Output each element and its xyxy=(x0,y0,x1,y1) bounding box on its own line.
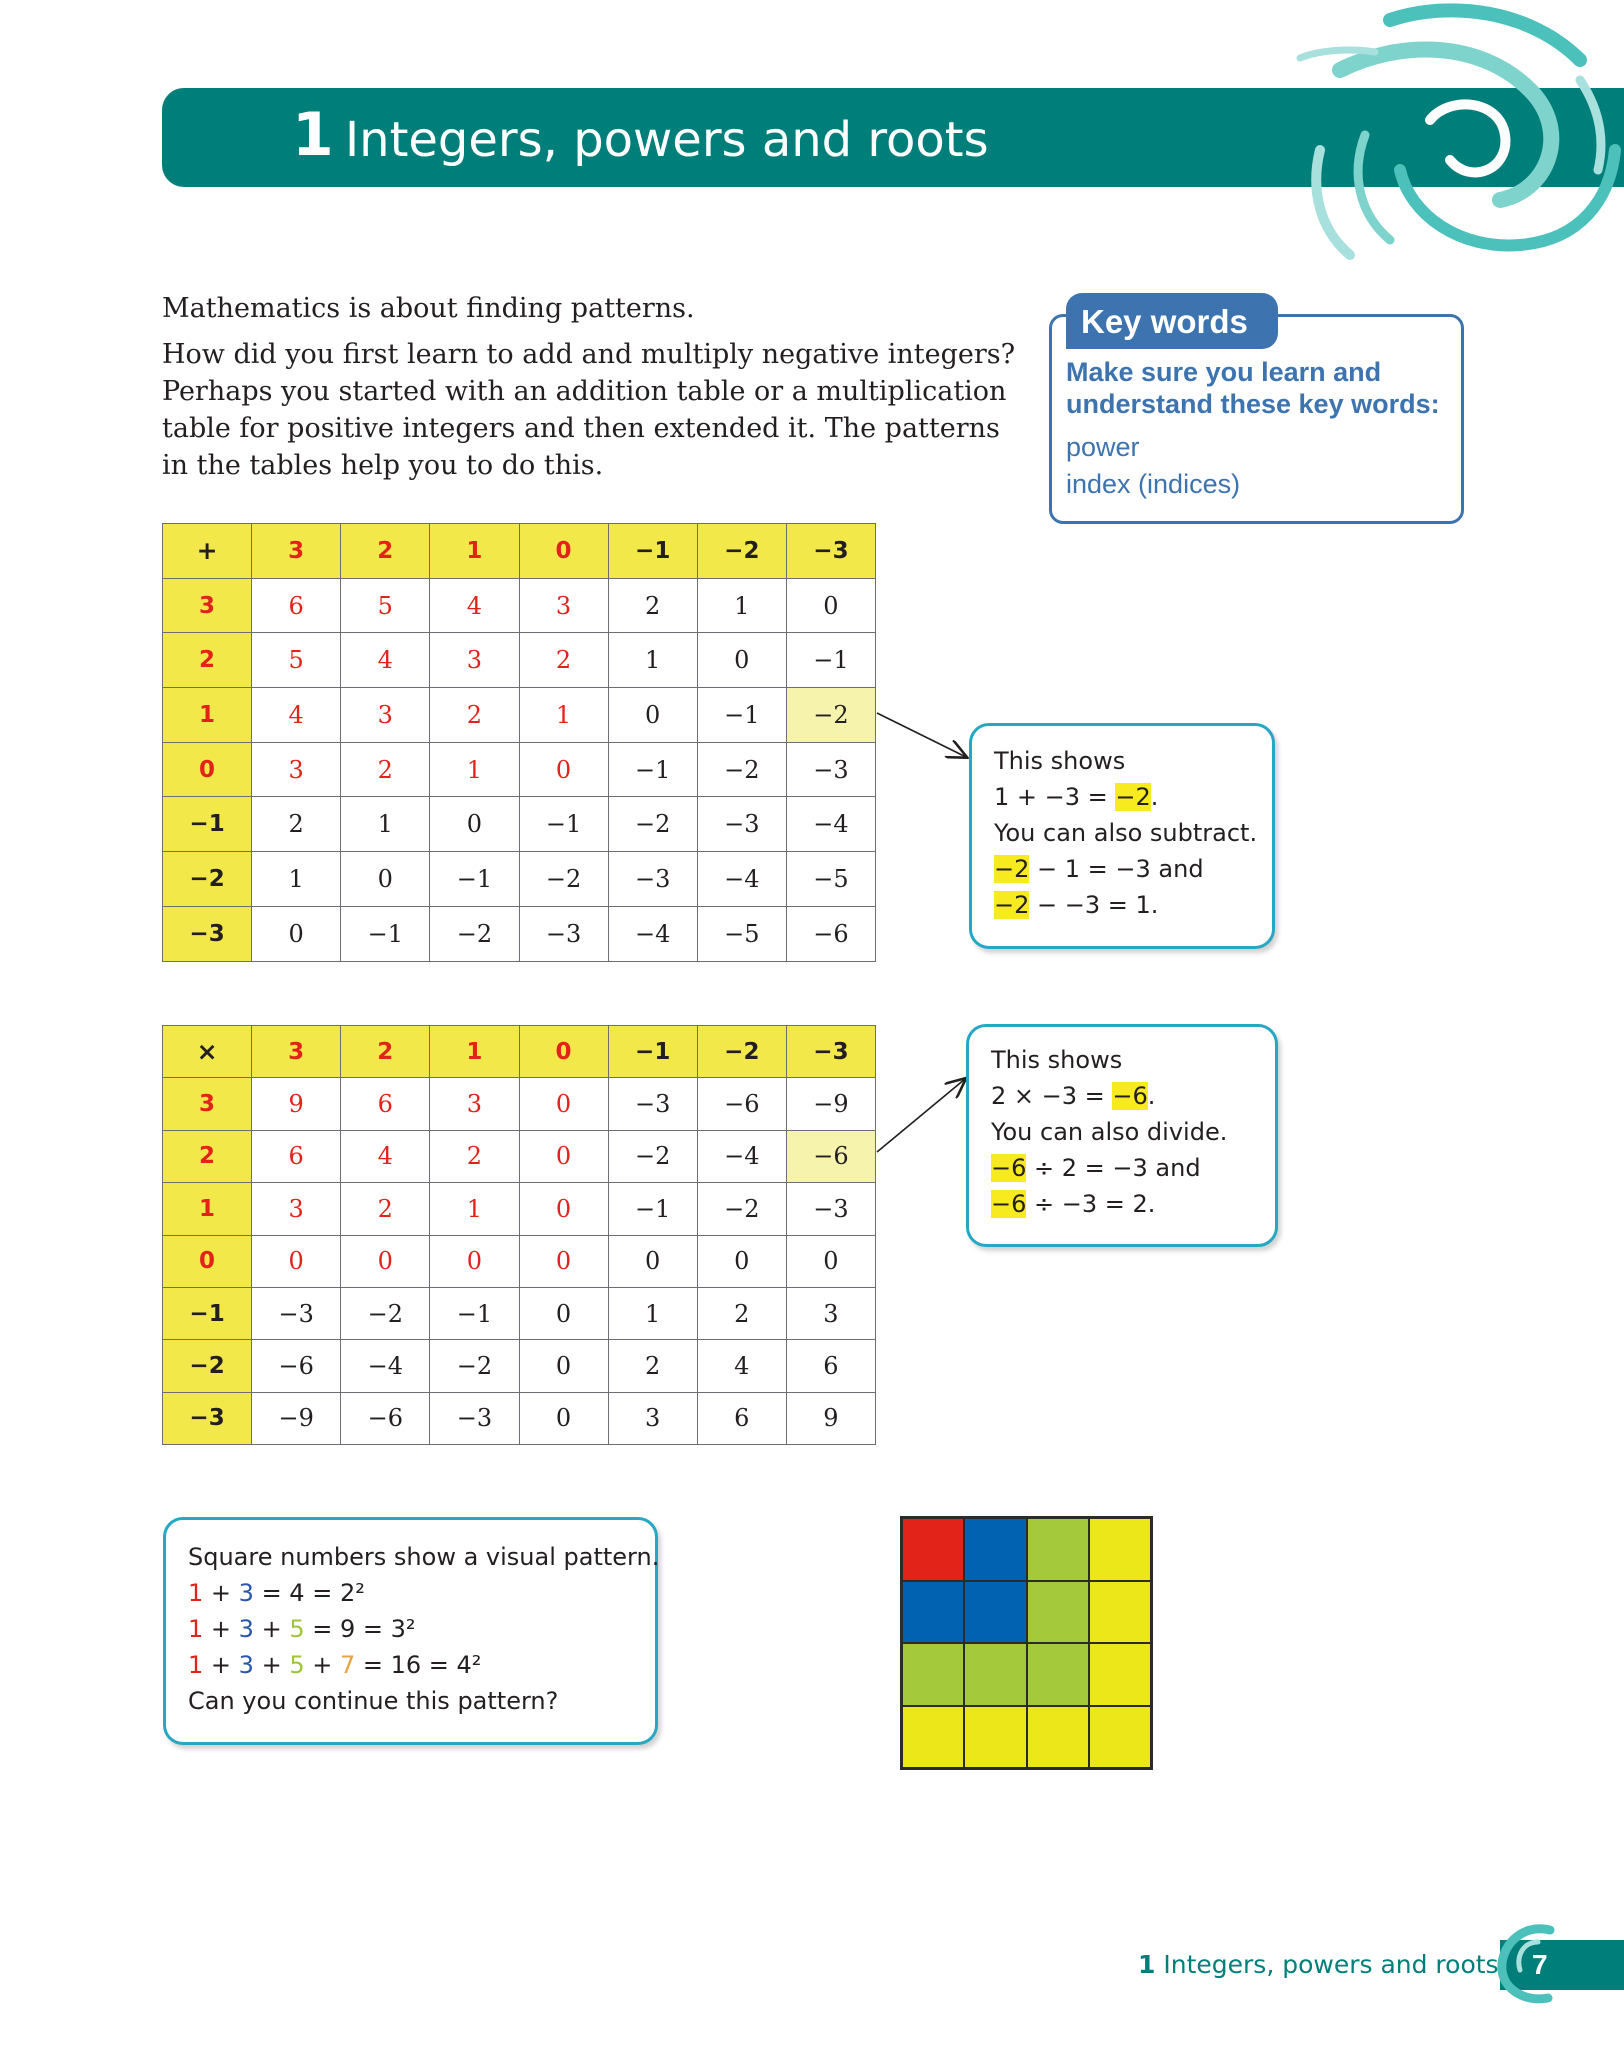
grid-square xyxy=(902,1518,964,1581)
key-word: power xyxy=(1066,432,1140,462)
note-line xyxy=(991,1153,1201,1183)
table-cell: 2 xyxy=(697,1287,786,1339)
table-row xyxy=(163,1287,876,1339)
note-line: Square numbers show a visual pattern. xyxy=(188,1543,660,1571)
square-pattern-grid xyxy=(900,1516,1153,1770)
table-cell: 2 xyxy=(430,1130,519,1182)
column-header: −2 xyxy=(697,1026,786,1078)
odd-term: 1 xyxy=(188,1579,204,1607)
key-words-title: Key words xyxy=(1081,303,1248,340)
table-cell: −9 xyxy=(786,1078,875,1130)
plus-sign: + xyxy=(203,1579,239,1607)
row-header: 2 xyxy=(163,633,252,688)
operator-cell: + xyxy=(163,524,252,579)
grid-square xyxy=(1027,1518,1089,1581)
table-cell: 0 xyxy=(430,1235,519,1287)
note-line xyxy=(991,1189,1155,1219)
grid-square xyxy=(964,1706,1026,1769)
table-cell: −2 xyxy=(430,906,519,961)
table-cell: 0 xyxy=(430,797,519,852)
table-cell: 0 xyxy=(341,852,430,907)
table-cell: −3 xyxy=(608,852,697,907)
odd-term: 1 xyxy=(188,1651,204,1679)
grid-square xyxy=(1089,1581,1151,1644)
row-header: −3 xyxy=(163,1392,252,1444)
note-line: This shows xyxy=(991,1046,1123,1074)
table-header-row xyxy=(163,1026,876,1078)
table-cell: −2 xyxy=(519,852,608,907)
grid-square xyxy=(902,1706,964,1769)
table-cell: −1 xyxy=(608,742,697,797)
column-header: 2 xyxy=(341,1026,430,1078)
note-text: ÷ 2 = −3 and xyxy=(1026,1154,1201,1182)
table-cell: −2 xyxy=(430,1340,519,1392)
chapter-number: 1 xyxy=(292,100,334,170)
swirl-decoration-icon xyxy=(1280,0,1624,270)
table-cell: −3 xyxy=(786,742,875,797)
plus-sign: + xyxy=(304,1651,340,1679)
grid-square xyxy=(1089,1518,1151,1581)
table-cell: −1 xyxy=(519,797,608,852)
table-cell: −3 xyxy=(252,1287,341,1339)
note-text: − −3 = 1. xyxy=(1029,891,1159,919)
table-cell: −4 xyxy=(608,906,697,961)
odd-term: 3 xyxy=(238,1579,254,1607)
table-cell: 0 xyxy=(786,578,875,633)
column-header: −1 xyxy=(608,1026,697,1078)
table-row xyxy=(163,797,876,852)
highlighted-value: −2 xyxy=(994,855,1030,883)
note-line: You can also divide. xyxy=(991,1118,1228,1146)
operator-cell: × xyxy=(163,1026,252,1078)
intro-paragraph: How did you first learn to add and multiply negative integers? Perhaps you started with an addition table or a multiplication table for positive integers and then extended it. The patterns in the tables help you to do this. xyxy=(162,339,1016,481)
row-header: 3 xyxy=(163,1078,252,1130)
table-cell: −5 xyxy=(786,852,875,907)
table-row xyxy=(163,578,876,633)
table-cell: −2 xyxy=(697,1183,786,1235)
table-cell: 3 xyxy=(430,633,519,688)
table-cell: 4 xyxy=(697,1340,786,1392)
note-text: − 1 = −3 and xyxy=(1029,855,1204,883)
column-header: 3 xyxy=(252,524,341,579)
odd-term: 5 xyxy=(289,1651,305,1679)
table-row xyxy=(163,1235,876,1287)
odd-term: 7 xyxy=(339,1651,356,1679)
table-cell: 0 xyxy=(697,633,786,688)
table-cell: 1 xyxy=(341,797,430,852)
table-cell: −3 xyxy=(697,797,786,852)
table-cell: 3 xyxy=(786,1287,875,1339)
table-cell: 0 xyxy=(608,1235,697,1287)
table-cell: −1 xyxy=(786,633,875,688)
table-cell: 0 xyxy=(519,1340,608,1392)
table-cell: −6 xyxy=(697,1078,786,1130)
table-cell: 1 xyxy=(608,1287,697,1339)
column-header: 0 xyxy=(519,1026,608,1078)
table-row xyxy=(163,906,876,961)
table-cell: 3 xyxy=(519,578,608,633)
footer-swirl-icon xyxy=(1490,1918,1560,2008)
square-numbers-note xyxy=(163,1517,658,1745)
column-header: −1 xyxy=(608,524,697,579)
table-cell: 3 xyxy=(252,1183,341,1235)
table-cell: −2 xyxy=(341,1287,430,1339)
note-line xyxy=(994,782,1158,812)
row-header: 1 xyxy=(163,688,252,743)
table-cell: −6 xyxy=(786,906,875,961)
odd-term: 1 xyxy=(188,1615,204,1643)
note-line xyxy=(991,1081,1155,1111)
row-header: −2 xyxy=(163,1340,252,1392)
multiplication-arrow-icon xyxy=(877,1079,965,1152)
table-cell: 9 xyxy=(252,1078,341,1130)
table-cell: −3 xyxy=(519,906,608,961)
equation-line xyxy=(188,1578,365,1608)
note-line xyxy=(994,890,1158,920)
grid-square xyxy=(902,1581,964,1644)
note-line: Can you continue this pattern? xyxy=(188,1687,559,1715)
footer-chapter-number: 1 xyxy=(1138,1950,1156,1979)
highlighted-value: −6 xyxy=(991,1154,1027,1182)
table-cell: 2 xyxy=(341,1183,430,1235)
table-row xyxy=(163,1392,876,1444)
grid-square xyxy=(964,1581,1026,1644)
note-line: You can also subtract. xyxy=(994,819,1258,847)
table-cell: 1 xyxy=(430,1183,519,1235)
table-cell: 4 xyxy=(341,633,430,688)
table-cell: −4 xyxy=(786,797,875,852)
equation-result: = 4 = 2² xyxy=(253,1579,365,1607)
highlighted-value: −2 xyxy=(1115,783,1151,811)
table-cell: 1 xyxy=(430,742,519,797)
table-cell: 9 xyxy=(786,1392,875,1444)
table-cell: 2 xyxy=(341,742,430,797)
table-cell: −6 xyxy=(341,1392,430,1444)
table-cell: 0 xyxy=(519,1287,608,1339)
row-header: −3 xyxy=(163,906,252,961)
note-text: 2 × −3 = xyxy=(991,1082,1113,1110)
odd-term: 3 xyxy=(238,1615,254,1643)
table-cell: 5 xyxy=(252,633,341,688)
table-cell: −4 xyxy=(697,1130,786,1182)
column-header: −3 xyxy=(786,524,875,579)
table-cell: 3 xyxy=(252,742,341,797)
equation-line xyxy=(188,1650,481,1680)
grid-square xyxy=(1027,1581,1089,1644)
column-header: 1 xyxy=(430,1026,519,1078)
key-words-intro: Make sure you learn and understand these key words: xyxy=(1066,357,1440,419)
table-cell: 0 xyxy=(341,1235,430,1287)
table-row xyxy=(163,1130,876,1182)
table-row xyxy=(163,633,876,688)
table-cell: 3 xyxy=(341,688,430,743)
row-header: 0 xyxy=(163,1235,252,1287)
table-cell: −4 xyxy=(341,1340,430,1392)
table-cell: −3 xyxy=(608,1078,697,1130)
table-cell: −3 xyxy=(786,1183,875,1235)
table-row xyxy=(163,1183,876,1235)
equation-result: = 16 = 4² xyxy=(355,1651,482,1679)
row-header: 1 xyxy=(163,1183,252,1235)
table-cell: 2 xyxy=(252,797,341,852)
highlighted-value: −6 xyxy=(1112,1082,1148,1110)
note-text: . xyxy=(1147,1082,1156,1110)
odd-term: 3 xyxy=(238,1651,254,1679)
table-cell: 0 xyxy=(519,1183,608,1235)
row-header: 3 xyxy=(163,578,252,633)
table-cell: 0 xyxy=(786,1235,875,1287)
highlighted-value: −6 xyxy=(991,1190,1027,1218)
table-cell: −4 xyxy=(697,852,786,907)
row-header: 2 xyxy=(163,1130,252,1182)
footer-chapter-name: Integers, powers and roots xyxy=(1163,1950,1499,1979)
chapter-title: Integers, powers and roots xyxy=(345,112,989,168)
table-cell: −1 xyxy=(608,1183,697,1235)
table-row xyxy=(163,852,876,907)
table-cell: −5 xyxy=(697,906,786,961)
equation-result: = 9 = 3² xyxy=(304,1615,416,1643)
table-header-row xyxy=(163,524,876,579)
multiplication-table xyxy=(162,1025,876,1445)
addition-table xyxy=(162,523,876,962)
table-cell: −9 xyxy=(252,1392,341,1444)
table-cell: 1 xyxy=(697,578,786,633)
table-cell: −1 xyxy=(697,688,786,743)
row-header: −1 xyxy=(163,1287,252,1339)
table-cell: −1 xyxy=(430,1287,519,1339)
table-cell: 2 xyxy=(430,688,519,743)
grid-square xyxy=(1089,1643,1151,1706)
table-cell: −2 xyxy=(786,688,875,743)
table-cell: 0 xyxy=(519,742,608,797)
table-cell: 2 xyxy=(608,1340,697,1392)
table-cell: 2 xyxy=(519,633,608,688)
odd-term: 5 xyxy=(289,1615,305,1643)
grid-square xyxy=(1027,1706,1089,1769)
highlighted-value: −2 xyxy=(994,891,1030,919)
table-cell: 6 xyxy=(252,578,341,633)
table-cell: 3 xyxy=(430,1078,519,1130)
table-cell: 4 xyxy=(341,1130,430,1182)
equation-line xyxy=(188,1614,416,1644)
table-row xyxy=(163,1078,876,1130)
table-row xyxy=(163,688,876,743)
table-cell: 4 xyxy=(252,688,341,743)
table-row xyxy=(163,1340,876,1392)
table-cell: 0 xyxy=(608,688,697,743)
intro-paragraph: Mathematics is about finding patterns. xyxy=(162,293,695,324)
grid-square xyxy=(1027,1643,1089,1706)
column-header: 1 xyxy=(430,524,519,579)
table-cell: 4 xyxy=(430,578,519,633)
note-line: This shows xyxy=(994,747,1126,775)
column-header: 3 xyxy=(252,1026,341,1078)
table-cell: 0 xyxy=(519,1235,608,1287)
table-cell: 3 xyxy=(608,1392,697,1444)
plus-sign: + xyxy=(203,1651,239,1679)
table-cell: −1 xyxy=(430,852,519,907)
row-header: −1 xyxy=(163,797,252,852)
page-number: 7 xyxy=(1532,1949,1548,1980)
table-cell: −6 xyxy=(786,1130,875,1182)
table-cell: −3 xyxy=(430,1392,519,1444)
note-line xyxy=(994,854,1204,884)
table-cell: −2 xyxy=(608,1130,697,1182)
table-cell: 1 xyxy=(252,852,341,907)
row-header: 0 xyxy=(163,742,252,797)
grid-square xyxy=(902,1643,964,1706)
table-cell: −1 xyxy=(341,906,430,961)
addition-note xyxy=(969,723,1275,949)
table-cell: 6 xyxy=(341,1078,430,1130)
note-text: ÷ −3 = 2. xyxy=(1026,1190,1156,1218)
column-header: −3 xyxy=(786,1026,875,1078)
note-text: 1 + −3 = xyxy=(994,783,1116,811)
multiplication-note xyxy=(966,1024,1278,1247)
column-header: 0 xyxy=(519,524,608,579)
table-cell: −6 xyxy=(252,1340,341,1392)
table-cell: 0 xyxy=(519,1130,608,1182)
grid-square xyxy=(1089,1706,1151,1769)
column-header: −2 xyxy=(697,524,786,579)
table-cell: 5 xyxy=(341,578,430,633)
table-cell: 6 xyxy=(697,1392,786,1444)
plus-sign: + xyxy=(203,1615,239,1643)
key-word: index (indices) xyxy=(1066,469,1241,499)
table-cell: 0 xyxy=(252,1235,341,1287)
table-cell: 0 xyxy=(697,1235,786,1287)
table-cell: 1 xyxy=(519,688,608,743)
grid-square xyxy=(964,1643,1026,1706)
table-cell: −2 xyxy=(697,742,786,797)
table-cell: 6 xyxy=(786,1340,875,1392)
note-text: . xyxy=(1150,783,1159,811)
table-cell: 0 xyxy=(519,1392,608,1444)
table-cell: 0 xyxy=(252,906,341,961)
addition-arrow-icon xyxy=(877,713,966,757)
row-header: −2 xyxy=(163,852,252,907)
column-header: 2 xyxy=(341,524,430,579)
table-cell: −2 xyxy=(608,797,697,852)
table-cell: 6 xyxy=(252,1130,341,1182)
table-row xyxy=(163,742,876,797)
table-cell: 0 xyxy=(519,1078,608,1130)
grid-square xyxy=(964,1518,1026,1581)
table-cell: 2 xyxy=(608,578,697,633)
footer-chapter-title xyxy=(1138,1948,1499,1982)
plus-sign: + xyxy=(253,1651,290,1679)
plus-sign: + xyxy=(253,1615,290,1643)
table-cell: 1 xyxy=(608,633,697,688)
